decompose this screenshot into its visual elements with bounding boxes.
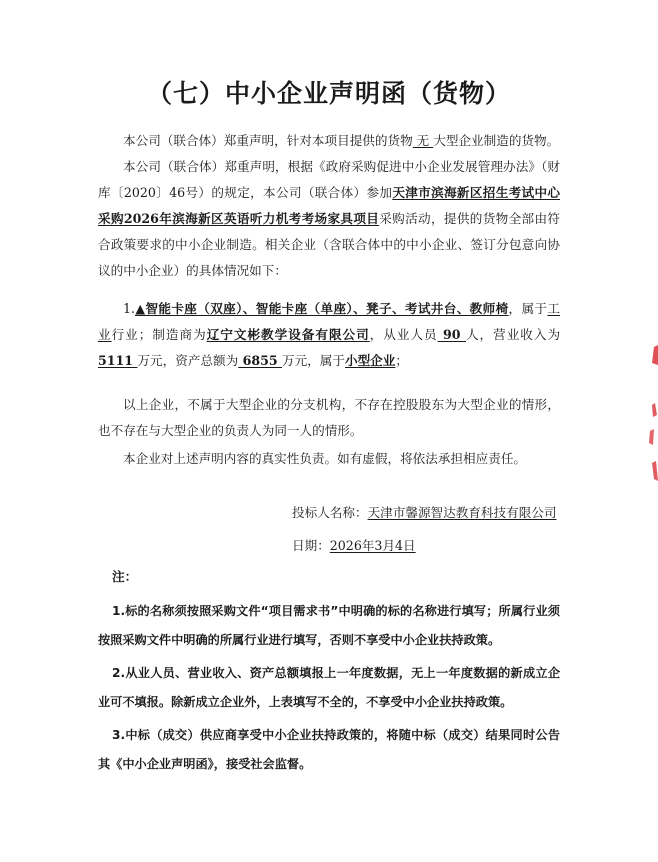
note-3: 3.中标（成交）供应商享受中小企业扶持政策的，将随中标（成交）结果同时公告其《中小企业声明函》，接受社会监督。 [98, 728, 560, 771]
note-2: 2.从业人员、营业收入、资产总额填报上一年度数据，无上一年度数据的新成立企业可不填报。除新成立企业外，上表填写不全的，不享受中小企业扶持政策。 [98, 666, 560, 709]
note-1: 1.标的名称须按照采购文件“项目需求书”中明确的标的名称进行填写；所属行业须按照采购文件中明确的所属行业进行填写，否则不享受中小企业扶持政策。 [98, 604, 560, 647]
date-line [292, 536, 416, 556]
enterprise-size: 小型企业 [344, 353, 396, 368]
bidder-name: 天津市馨源智达教育科技有限公司 [367, 505, 557, 520]
page-title: （七）中小企业声明函（货物） [146, 79, 511, 108]
item-text: ，从业人员 [369, 327, 438, 342]
p1-blank: 无 [412, 133, 434, 148]
seal-fragment [649, 429, 654, 445]
bidder-label: 投标人名称： [292, 505, 368, 520]
project-name: 天津市滨海新区招生考试中心采购2026年滨海新区英语听力机考考场家具项目 [98, 185, 561, 226]
paragraph-not-large-branch: 以上企业，不属于大型企业的分支机构，不存在控股股东为大型企业的情形，也不存在与大型企业的负责人为同一人的情形。 [98, 397, 560, 438]
item-text: ； [395, 353, 408, 368]
assets-value: 6855 [238, 353, 283, 368]
seal-fragment [652, 403, 657, 417]
item-number: 1. [123, 301, 136, 316]
notes-heading: 注： [112, 569, 138, 584]
item-text: 行业；制造商为 [111, 327, 207, 342]
p1-post: 大型企业制造的货物。 [433, 133, 560, 148]
date-value: 2026年3月4日 [329, 538, 416, 553]
company-seal-edge [644, 345, 658, 485]
p2-pre: 本公司（联合体）郑重声明，根据《政府采购促进中小企业发展管理办法》（财库〔2020〕46号）的规定，本公司（联合体）参加 [98, 159, 560, 200]
revenue-value: 5111 [98, 353, 138, 368]
item-text: 人，营业收入为 [465, 327, 561, 342]
date-label: 日期： [292, 538, 330, 553]
enterprise-item-1 [98, 296, 560, 374]
goods-name: ▲智能卡座（双座）、智能卡座（单座）、凳子、考试井台、教师椅 [135, 301, 509, 316]
staff-count: 90 [437, 327, 466, 342]
item-text: 万元，属于 [282, 353, 345, 368]
paragraph-goods-statement [98, 128, 560, 154]
manufacturer-name: 辽宁文彬教学设备有限公司 [206, 327, 370, 342]
industry-value: 工业 [98, 301, 561, 342]
p1-pre: 本公司（联合体）郑重声明，针对本项目提供的货物 [123, 133, 413, 148]
paragraph-responsibility: 本企业对上述声明内容的真实性负责。如有虚假，将依法承担相应责任。 [123, 451, 526, 466]
item-text: 万元，资产总额为 [137, 353, 239, 368]
p2-post: 采购活动，提供的货物全部由符合政策要求的中小企业制造。相关企业（含联合体中的中小企业、签订分包意向协议的中小企业）的具体情况如下： [98, 211, 560, 278]
bidder-line [292, 503, 556, 523]
paragraph-policy-statement [98, 154, 560, 284]
item-text: ，属于 [508, 301, 548, 316]
seal-fragment [652, 461, 658, 481]
seal-fragment [652, 345, 658, 365]
